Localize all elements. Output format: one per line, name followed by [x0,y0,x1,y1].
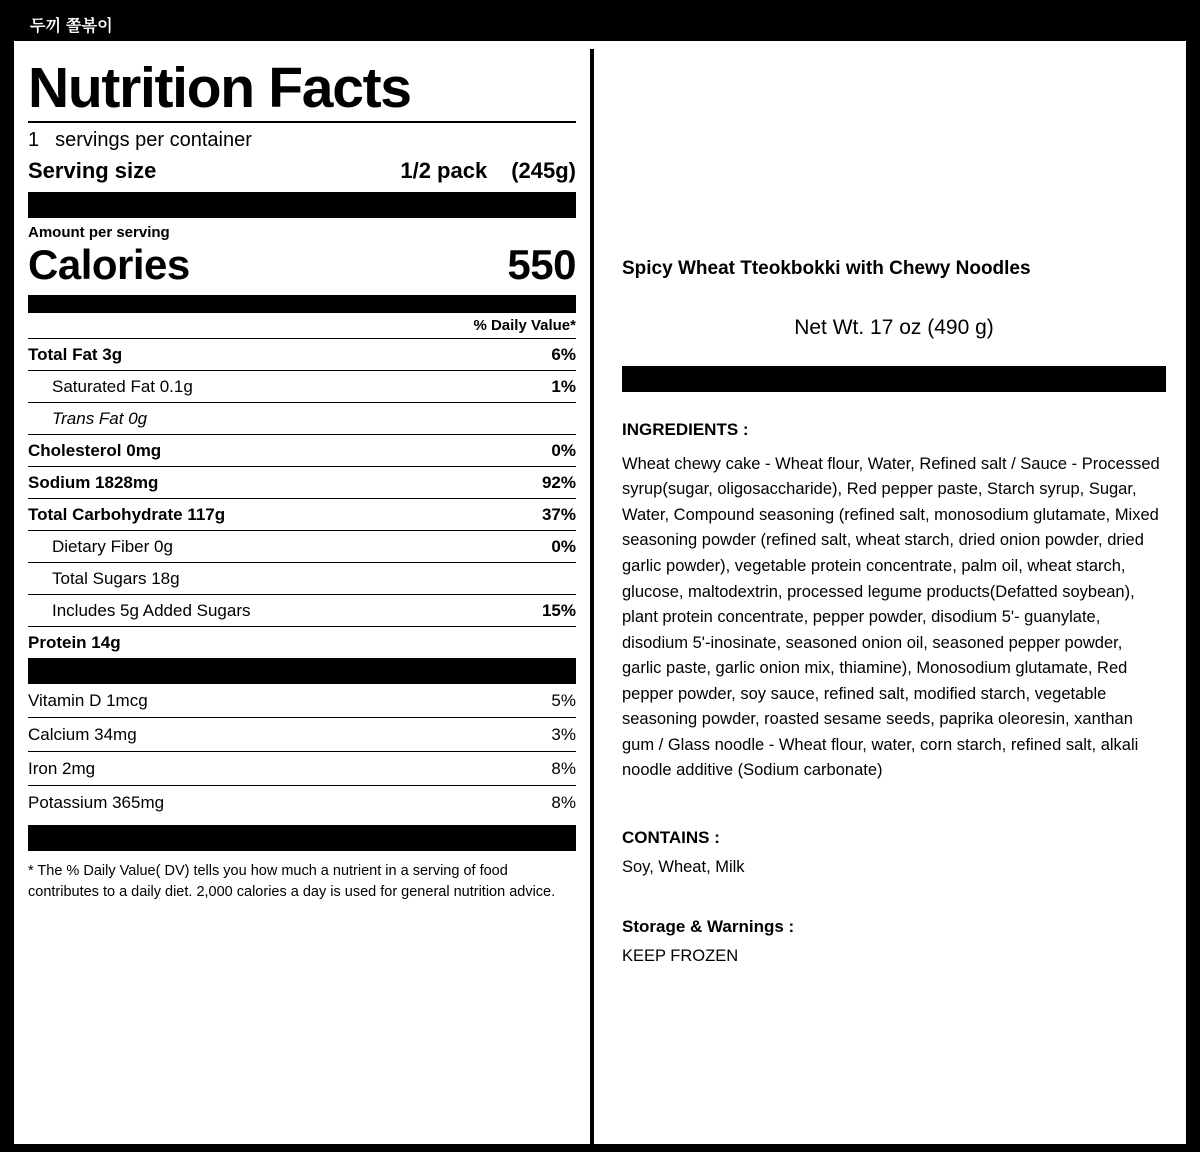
vitamin-row-calcium [28,717,576,751]
nutrient-name: Total Fat 3g [28,344,123,364]
vitamin-percent: 8% [551,758,576,778]
nutrient-row-trans-fat [28,402,576,434]
nutrient-percent: 0% [551,440,576,460]
daily-value-header: % Daily Value* [473,316,576,334]
nutrient-row-total-carbohydrate [28,498,576,530]
nutrient-row-saturated-fat [28,370,576,402]
amount-per-serving-label: Amount per serving [28,223,170,241]
nutrient-percent: 0% [551,536,576,556]
nutrient-name: Includes 5g Added Sugars [52,600,251,620]
storage-warnings-heading: Storage & Warnings : [622,917,795,936]
thick-bar-4 [28,825,576,851]
calories-row [28,241,576,295]
vitamin-row-iron [28,751,576,785]
thick-bar-2 [28,295,576,313]
nutrient-percent: 15% [541,600,576,620]
nutrient-name: Total Carbohydrate 117g [28,504,226,524]
nutrient-percent: 92% [541,472,576,492]
nutrition-facts-heading: Nutrition Facts [28,56,411,120]
nutrient-name: Saturated Fat 0.1g [52,376,193,396]
vitamin-percent: 8% [551,792,576,812]
vitamin-row-vitamin-d [28,684,576,717]
vitamin-row-potassium [28,785,576,819]
vitamin-name: Iron 2mg [28,758,96,778]
thick-bar-3 [28,658,576,684]
nutrient-name: Dietary Fiber 0g [52,536,173,556]
nutrient-percent: 1% [551,376,576,396]
servings-count: 1 [28,128,40,151]
thick-bar-1 [28,192,576,218]
product-name: Spicy Wheat Tteokbokki with Chewy Noodles [622,258,1031,279]
nutrient-row-total-fat [28,338,576,370]
net-weight: Net Wt. 17 oz (490 g) [794,315,994,339]
contains-text: Soy, Wheat, Milk [622,858,745,876]
nutrient-row-total-sugars [28,562,576,594]
nutrient-name: Cholesterol 0mg [28,440,162,460]
servings-per-container-row [28,123,576,156]
contains-heading: CONTAINS : [622,828,720,847]
calories-label: Calories [28,240,190,288]
nutrient-percent: 6% [551,344,576,364]
nutrient-name: Trans Fat 0g [52,408,148,428]
vitamin-percent: 3% [551,724,576,744]
ingredients-heading: INGREDIENTS : [622,419,749,439]
label-columns [14,41,1186,1144]
nutrition-facts-panel [14,41,590,1144]
nutrient-row-dietary-fiber [28,530,576,562]
nutrient-row-cholesterol [28,434,576,466]
ingredients-text: Wheat chewy cake - Wheat flour, Water, Refined salt / Sauce - Processed syrup(sugar, oligosaccharide), Red pepper paste, Starch syrup, Sugar, Water, Compound seasoning (refined salt, monosodium glutamate, Mixed seasoning powder (refined salt, wheat starch, dried onion powder, dried garlic powder), vegetable protein concentrate, palm oil, wheat starch, glucose, maltodextrin, processed legume products(Defatted soybean), plant protein concentrate, pepper powder, disodium 5'- guanylate, disodium 5'-inosinate, seasoned onion oil, seasoned pepper powder, garlic paste, garlic onion mix, thiamine), Monosodium glutamate, Red pepper powder, soy sauce, refined salt, modified starch, vegetable seasoning powder, roasted sesame seeds, paprika oleoresin, xanthan gum / Glass noodle - Wheat flour, water, corn starch, refined salt, alkali noodle additive (Sodium carbonate) [622,454,1160,780]
product-title-korean: 두끼 쫄볶이 [30,18,113,35]
daily-value-footnote: * The % Daily Value( DV) tells you how much a nutrient in a serving of food contributes to a daily diet. 2,000 calories a day is used for general nutrition advice. [28,862,556,900]
vitamin-name: Potassium 365mg [28,792,165,812]
servings-label: servings per container [55,128,252,151]
storage-warnings-text: KEEP FROZEN [622,947,739,965]
vitamin-name: Vitamin D 1mcg [28,690,148,710]
nutrient-name: Sodium 1828mg [28,472,159,492]
serving-size-value: 1/2 pack [400,157,488,183]
nutrient-row-added-sugars [28,594,576,626]
nutrient-percent: 37% [541,504,576,524]
nutrient-row-sodium [28,466,576,498]
vitamin-percent: 5% [551,690,576,710]
serving-size-label: Serving size [28,157,157,183]
nutrient-name: Protein 14g [28,632,121,652]
calories-value: 550 [507,240,576,288]
product-title-bar [14,8,1186,41]
right-thick-bar [622,366,1166,392]
nutrient-row-protein [28,626,576,658]
serving-size-weight: (245g) [511,157,576,183]
nutrient-name: Total Sugars 18g [52,568,180,588]
vitamin-name: Calcium 34mg [28,724,137,744]
serving-size-row [28,156,576,192]
product-info-panel [594,41,1186,1144]
